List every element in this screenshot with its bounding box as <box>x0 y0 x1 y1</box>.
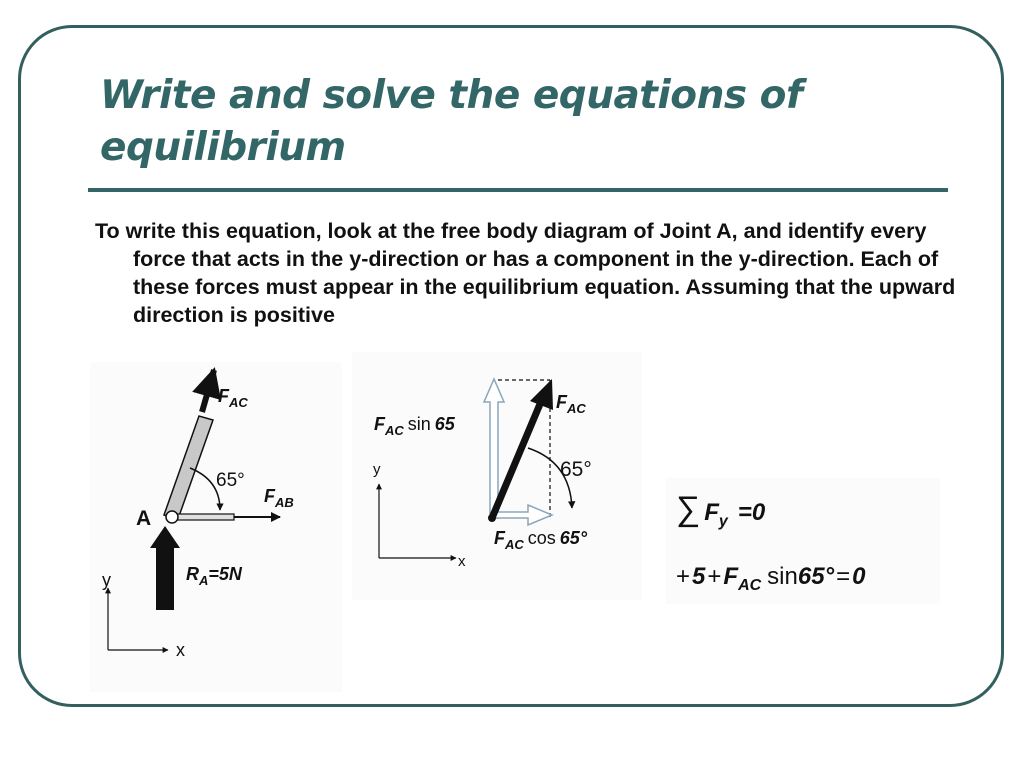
horizontal-component-arrow <box>492 505 552 525</box>
joint-a-label: A <box>136 507 152 530</box>
reaction-arrow-shaft <box>156 546 174 610</box>
joint-a-pin <box>166 511 178 523</box>
fbd-x-axis-label: x <box>176 640 185 660</box>
fbd-angle-label: 65° <box>216 470 245 491</box>
free-body-diagram-svg <box>90 362 342 692</box>
reaction-label: $R_A=5N$ <box>186 564 242 588</box>
body-paragraph: To write this equation, look at the free body diagram of Joint A, and identify every force that acts in the y-direction or has a component in the y-direction. Each of these forces must appear in the equilibrium equation. Assuming that the upward direction is positive <box>95 219 956 327</box>
component-angle-label: 65° <box>560 458 592 481</box>
horizontal-component-label: $F_{AC}$ cos 65° <box>494 528 588 552</box>
component-joint-dot <box>488 514 496 522</box>
equation-panel-svg <box>666 478 940 604</box>
sum-equation: ∑ $F_y =0$ <box>676 490 766 530</box>
slide-title: Write and solve the equations of equilibrium <box>100 73 803 170</box>
resultant-force-head <box>530 379 553 410</box>
free-body-diagram <box>90 362 342 692</box>
component-x-axis-label: x <box>458 553 466 570</box>
vertical-component-label: $F_{AC}$ sin 65 <box>374 414 455 438</box>
fbd-force-ac-label: $F_{AC}$ <box>218 386 248 410</box>
component-diagram-svg <box>352 352 642 600</box>
component-force-label: $F_{AC}$ <box>556 392 586 416</box>
component-y-axis-label: y <box>373 461 381 478</box>
resultant-force-shaft <box>492 404 540 518</box>
y-equilibrium-equation: $+5+F_{AC}$ sin65°=0 <box>676 563 866 594</box>
fbd-y-axis-label: y <box>102 570 111 590</box>
equation-panel <box>666 478 940 604</box>
fbd-force-ab-label: $F_{AB}$ <box>264 486 294 510</box>
reaction-arrow-head <box>150 526 180 548</box>
force-ac-arrow <box>202 370 214 412</box>
component-diagram <box>352 352 642 600</box>
member-ac <box>164 416 213 519</box>
member-ab <box>172 514 234 520</box>
title-divider <box>88 188 948 192</box>
